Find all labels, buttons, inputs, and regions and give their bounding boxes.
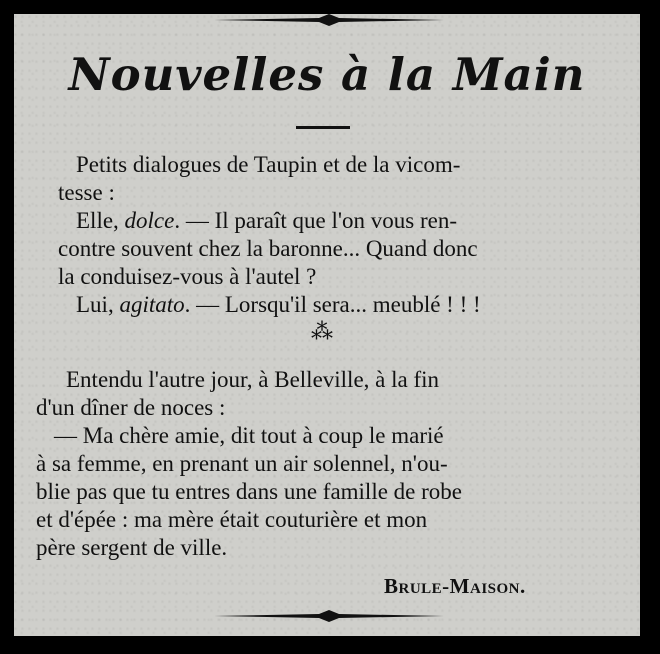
lui-line — [76, 291, 481, 319]
elle-line — [76, 207, 457, 235]
lui-tempo: agitato — [119, 292, 185, 317]
signature: Brule-Maison. — [384, 574, 526, 598]
anecdote-line-7: père sergent de ville. — [36, 535, 228, 560]
bottom-ornament-rule — [214, 610, 444, 622]
elle-text-1: . — Il paraît que l'on vous ren- — [174, 208, 457, 233]
anecdote-line-6: et d'épée : ma mère était couturière et mon — [36, 507, 428, 532]
dialogue-line-2: tesse : — [58, 180, 115, 205]
elle-tempo: dolce — [124, 208, 175, 233]
lui-label: Lui, — [76, 292, 120, 317]
elle-label: Elle, — [76, 208, 125, 233]
top-ornament-rule — [214, 14, 444, 26]
elle-line-3: la conduisez-vous à l'autel ? — [58, 264, 317, 289]
elle-line-2: contre souvent chez la baronne... Quand donc — [58, 236, 478, 261]
title-divider — [296, 126, 350, 129]
anecdote-line-2: d'un dîner de noces : — [36, 395, 226, 420]
dialogue-line-1: Petits dialogues de Taupin et de la vicom- — [76, 152, 461, 177]
anecdote-line-1: Entendu l'autre jour, à Belleville, à la fin — [66, 367, 440, 392]
article-title: Nouvelles à la Main — [68, 48, 586, 101]
anecdote-line-5: blie pas que tu entres dans une famille de robe — [36, 479, 462, 504]
anecdote-line-3: — Ma chère amie, dit tout à coup le marié — [54, 423, 444, 448]
asterism-separator: ⁂ — [311, 320, 333, 345]
newspaper-clipping — [14, 14, 640, 636]
lui-text: . — Lorsqu'il sera... meublé ! ! ! — [184, 292, 481, 317]
anecdote-line-4: à sa femme, en prenant un air solennel, n'ou- — [36, 451, 448, 476]
